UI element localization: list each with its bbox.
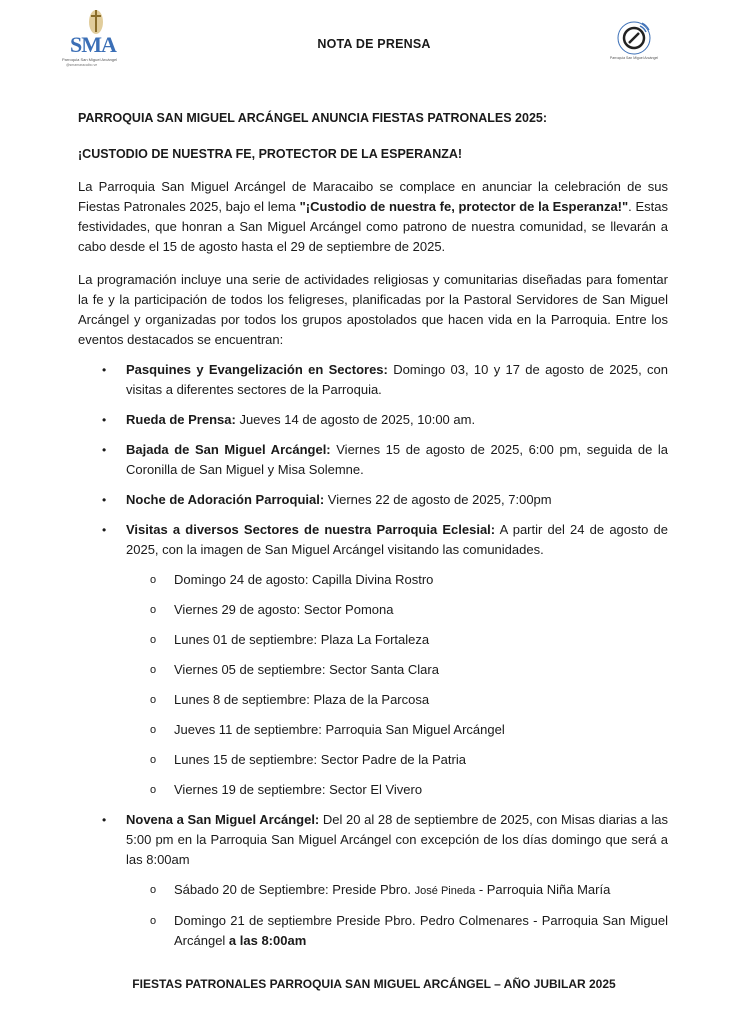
- event-text: Viernes 15 de agosto de 2025, 6:00 pm, seguida de la Coronilla de San Miguel y Misa Solemne.: [126, 442, 669, 477]
- event-label: Rueda de Prensa:: [126, 412, 236, 427]
- visit-text: Viernes 29 de agosto: Sector Pomona: [174, 602, 394, 617]
- logo-subtitle: Parroquia San Miguel Arcángel: [62, 57, 118, 62]
- page-title: NOTA DE PRENSA: [317, 37, 431, 51]
- logo-handle: @smamaracaibo.ve: [66, 63, 98, 67]
- visit-item: [78, 630, 668, 650]
- logo-caption: Parroquia San Miguel Arcángel: [609, 56, 659, 60]
- visit-text: Lunes 15 de septiembre: Sector Padre de la Patria: [174, 752, 466, 767]
- event-label: Pasquines y Evangelización en Sectores:: [126, 362, 388, 377]
- intro-paragraph: [78, 177, 668, 257]
- bullet-icon: •: [102, 413, 107, 427]
- event-text: Jueves 14 de agosto de 2025, 10:00 am.: [235, 412, 476, 427]
- event-label: Visitas a diversos Sectores de nuestra Parroquia Eclesial:: [126, 522, 496, 537]
- circle-bullet-icon: o: [150, 694, 157, 706]
- event-text: Domingo 03, 10 y 17 de agosto de 2025, con visitas a diferentes sectores de la Parroquia.: [126, 362, 668, 397]
- visit-text: Lunes 01 de septiembre: Plaza La Fortaleza: [174, 632, 430, 647]
- event-label: Noche de Adoración Parroquial:: [126, 492, 325, 507]
- event-item: [78, 360, 668, 400]
- bullet-icon: •: [102, 443, 107, 457]
- circle-bullet-icon: o: [150, 884, 157, 896]
- event-item: [78, 810, 668, 951]
- event-item: [78, 520, 668, 800]
- circle-bullet-icon: o: [150, 915, 157, 927]
- program-paragraph: La programación incluye una serie de actividades religiosas y comunitarias diseñadas para fomentar la fe y la participación de todos los feligreses, planificadas por la Pastoral Servidores de San Miguel Arcángel y organizadas por todos los grupos apostolados que hacen vida en la Parroquia. Entre los eventos destacados se encuentran:: [78, 272, 668, 347]
- events-list: [78, 360, 668, 951]
- novena-item: [78, 911, 668, 951]
- visit-text: Viernes 19 de septiembre: Sector El Vivero: [174, 782, 423, 797]
- visit-text: Jueves 11 de septiembre: Parroquia San Miguel Arcángel: [174, 722, 505, 737]
- novena-item-presider: José Pineda: [414, 885, 476, 897]
- visit-item: [78, 690, 668, 710]
- event-item: [78, 410, 668, 430]
- motto: "¡Custodio de nuestra fe, protector de la Esperanza!": [299, 199, 629, 214]
- circle-bullet-icon: o: [150, 724, 157, 736]
- visit-text: Viernes 05 de septiembre: Sector Santa Clara: [174, 662, 439, 677]
- novena-item-text: Domingo 21 de septiembre Preside Pbro. Pedro Colmenares - Parroquia San Miguel Arcángel: [174, 913, 668, 948]
- circle-bullet-icon: o: [150, 664, 157, 676]
- novena-item-time: a las 8:00am: [228, 933, 307, 948]
- body-content: [78, 108, 668, 951]
- novena-label: Novena a San Miguel Arcángel:: [126, 812, 320, 827]
- novena-item-text: Sábado 20 de Septiembre: Preside Pbro.: [174, 882, 415, 897]
- event-text: Viernes 22 de agosto de 2025, 7:00pm: [324, 492, 552, 507]
- visit-item: [78, 570, 668, 590]
- bullet-icon: •: [102, 523, 107, 537]
- event-item: [78, 440, 668, 480]
- visit-item: [78, 780, 668, 800]
- bullet-icon: •: [102, 813, 107, 827]
- visit-item: [78, 750, 668, 770]
- headline: PARROQUIA SAN MIGUEL ARCÁNGEL ANUNCIA FIESTAS PATRONALES 2025:: [78, 111, 548, 125]
- subheadline: ¡CUSTODIO DE NUESTRA FE, PROTECTOR DE LA ESPERANZA!: [78, 147, 463, 161]
- event-item: [78, 490, 668, 510]
- logo-mark: SMA: [70, 32, 116, 57]
- novena-item: [78, 880, 668, 901]
- circle-bullet-icon: o: [150, 784, 157, 796]
- communications-logo: [604, 14, 664, 66]
- intro-text-end: . Estas festividades, que honran a San Miguel Arcángel como patrono de nuestra comunidad, se llevarán a cabo desde el 15 de agosto hasta el 29 de septiembre de 2025.: [78, 199, 668, 254]
- bullet-icon: •: [102, 363, 107, 377]
- visits-list: [78, 570, 668, 800]
- circle-bullet-icon: o: [150, 634, 157, 646]
- bullet-icon: •: [102, 493, 107, 507]
- novena-list: [78, 880, 668, 951]
- event-text: A partir del 24 de agosto de 2025, con la imagen de San Miguel Arcángel visitando las comunidades.: [126, 522, 668, 557]
- intro-text-start: La Parroquia San Miguel Arcángel de Maracaibo se complace en anunciar la celebración de sus Fiestas Patronales 2025, bajo el lema: [78, 179, 668, 214]
- visit-item: [78, 720, 668, 740]
- visit-text: Lunes 8 de septiembre: Plaza de la Parcosa: [174, 692, 430, 707]
- novena-item-parish: - Parroquia Niña María: [475, 882, 611, 897]
- circle-bullet-icon: o: [150, 604, 157, 616]
- novena-text: Del 20 al 28 de septiembre de 2025, con Misas diarias a las 5:00 pm en la Parroquia San Miguel Arcángel con excepción de los días domingo que será a las 8:00am: [126, 812, 669, 867]
- circle-bullet-icon: o: [150, 754, 157, 766]
- circle-bullet-icon: o: [150, 574, 157, 586]
- communications-emblem-icon: [616, 20, 652, 56]
- event-label: Bajada de San Miguel Arcángel:: [126, 442, 331, 457]
- visit-item: [78, 600, 668, 620]
- visit-item: [78, 660, 668, 680]
- page-footer: FIESTAS PATRONALES PARROQUIA SAN MIGUEL ARCÁNGEL – AÑO JUBILAR 2025: [132, 977, 616, 991]
- visit-text: Domingo 24 de agosto: Capilla Divina Rostro: [174, 572, 434, 587]
